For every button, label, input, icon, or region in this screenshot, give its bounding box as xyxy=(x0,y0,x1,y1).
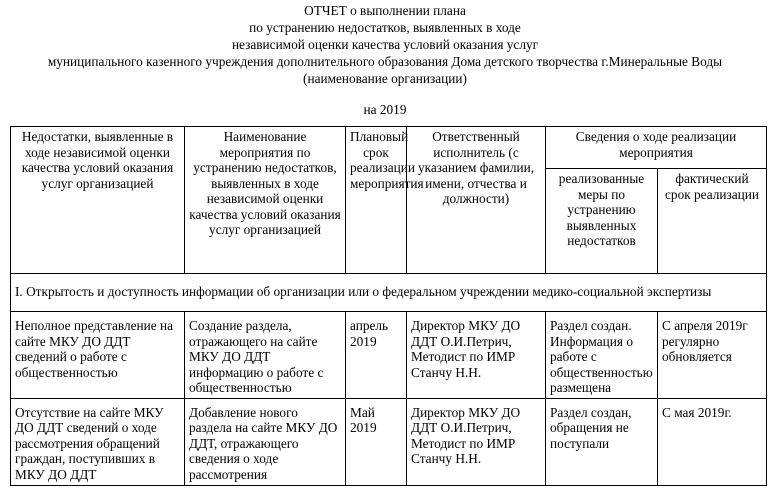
cell-responsible: Директор МКУ ДО ДДТ О.И.Петрич, Методист по ИМР Станчу Н.Н. xyxy=(407,398,546,485)
report-header xyxy=(0,0,770,87)
cell-deadline: Май 2019 xyxy=(346,398,407,485)
report-table xyxy=(10,126,767,486)
cell-actual: С апреля 2019г регулярно обновляется xyxy=(658,312,767,399)
cell-implemented: Раздел создан. Информация о работе с общественностью размещена xyxy=(546,312,658,399)
report-title: ОТЧЕТ о выполнении плана xyxy=(304,3,466,18)
col-header-deadline: Плановый срок реализации мероприятия xyxy=(346,127,407,274)
col-header-responsible: Ответственный исполнитель (с указанием фамилии, имени, отчества и должности) xyxy=(407,127,546,274)
report-subtitle-2: независимой оценки качества условий оказания услуг xyxy=(231,37,539,52)
col-header-implemented: реализованные меры по устранению выявленных недостатков xyxy=(546,169,658,274)
cell-deficiency: Неполное представление на сайте МКУ ДО ДДТ сведений о работе с общественностью xyxy=(11,312,185,399)
col-header-actual-deadline: фактический срок реализации xyxy=(658,169,767,274)
cell-measure: Создание раздела, отражающего на сайте МКУ ДО ДДТ информацию о работе с общественностью xyxy=(185,312,346,399)
organization-name: муниципального казенного учреждения дополнительного образования Дома детского творчества г.Минеральные Воды xyxy=(47,54,723,69)
report-year: на 2019 xyxy=(363,102,407,117)
table-header-row xyxy=(11,127,767,169)
table-row xyxy=(11,398,767,485)
cell-deficiency: Отсутствие на сайте МКУ ДО ДДТ сведений о ходе рассмотрения обращений граждан, поступивших в МКУ ДО ДДТ xyxy=(11,398,185,485)
cell-measure: Добавление нового раздела на сайте МКУ ДО ДДТ, отражающего сведения о ходе рассмотрения xyxy=(185,398,346,485)
cell-deadline: апрель 2019 xyxy=(346,312,407,399)
cell-responsible: Директор МКУ ДО ДДТ О.И.Петрич, Методист по ИМР Станчу Н.Н. xyxy=(407,312,546,399)
col-header-progress: Сведения о ходе реализации мероприятия xyxy=(546,127,767,169)
cell-actual: С мая 2019г. xyxy=(658,398,767,485)
col-header-measure: Наименование мероприятия по устранению недостатков, выявленных в ходе независимой оценки качества условий оказания услуг организацией xyxy=(185,127,346,274)
col-header-deficiencies: Недостатки, выявленные в ходе независимой оценки качества условий оказания услуг организацией xyxy=(11,127,185,274)
section-row xyxy=(11,274,767,312)
organization-caption: (наименование организации) xyxy=(303,71,467,86)
cell-implemented: Раздел создан, обращения не поступали xyxy=(546,398,658,485)
section-title: I. Открытость и доступность информации об организации или о федеральном учреждении медико-социальной экспертизы xyxy=(11,274,767,312)
table-row xyxy=(11,312,767,399)
report-subtitle-1: по устранению недостатков, выявленных в ходе xyxy=(249,20,521,35)
